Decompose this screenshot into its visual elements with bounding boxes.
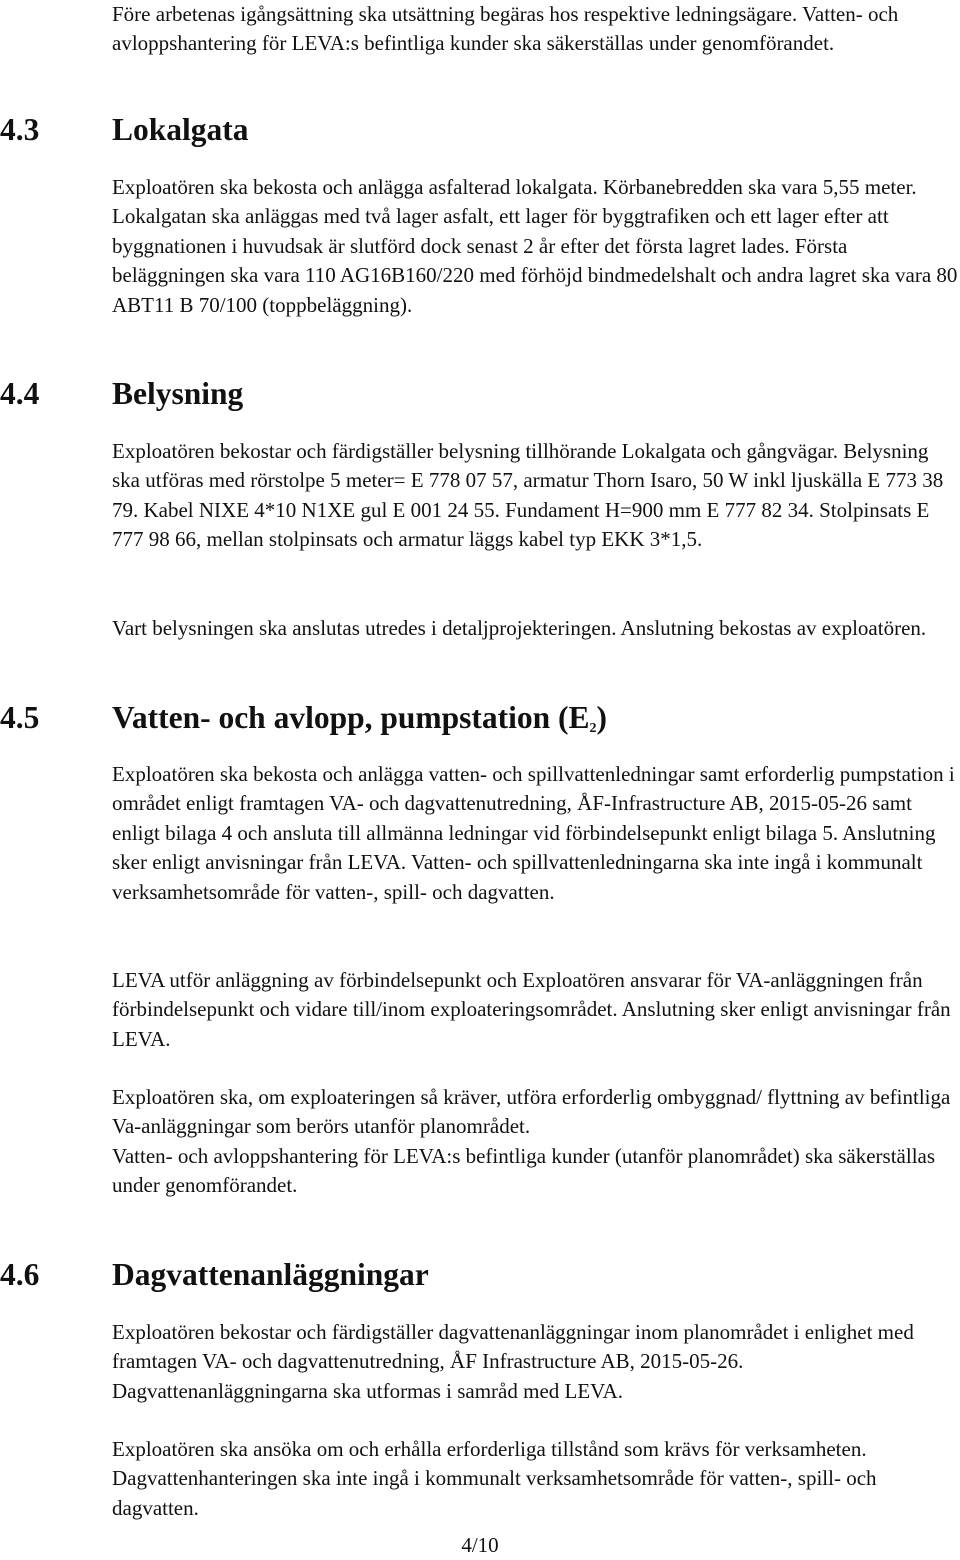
page-number: 4/10: [461, 1533, 499, 1557]
belysning-paragraph-2: Vart belysningen ska anslutas utredes i detaljprojekteringen. Anslutning bekostas av exploatören.: [112, 616, 927, 640]
section-title-subscript: 2: [589, 721, 597, 736]
dagvatten-paragraph-1: Exploatören bekostar och färdigställer dagvattenanläggningar inom planområdet i enlighet med framtagen VA- och dagvattenutredning, ÅF Infrastructure AB, 2015-05-26. Dagvattenanläggningarna ska utformas i samråd med LEVA.: [112, 1320, 914, 1403]
section-number: 4.6: [0, 1257, 40, 1292]
vatten-paragraph-2: LEVA utför anläggning av förbindelsepunkt och Exploatören ansvarar för VA-anläggningen från förbindelsepunkt och vidare till/inom exploateringsområdet. Anslutning sker enligt anvisningar från LEVA.: [112, 968, 951, 1051]
lokalgata-paragraph: Exploatören ska bekosta och anlägga asfalterad lokalgata. Körbanebredden ska vara 5,55 meter. Lokalgatan ska anläggas med två lager asfalt, ett lager för byggtrafiken och ett lager efter att byggnationen i huvudsak är slutförd dock senast 2 år efter det första lagret lades. Första beläggningen ska vara 110 AG16B160/220 med förhöjd bindmedelshalt och andra lagret ska vara 80 ABT11 B 70/100 (toppbeläggning).: [112, 175, 958, 317]
section-title: Lokalgata: [112, 112, 249, 147]
section-heading-lokalgata: [0, 112, 700, 147]
intro-paragraph: Före arbetenas igångsättning ska utsättning begäras hos respektive ledningsägare. Vatten- och avloppshantering för LEVA:s befintliga kunder ska säkerställas under genomförandet.: [112, 2, 899, 56]
belysning-paragraph-1: Exploatören bekostar och färdigställer belysning tillhörande Lokalgata och gångvägar. Belysning ska utföras med rörstolpe 5 meter= E 778 07 57, armatur Thorn Isaro, 50 W inkl ljuskälla E 773 38 79. Kabel NIXE 4*10 N1XE gul E 001 24 55. Fundament H=900 mm E 777 82 34. Stolpinsats E 777 98 66, mellan stolpinsats och armatur läggs kabel typ EKK 3*1,5.: [112, 439, 944, 552]
vatten-paragraph-3: Exploatören ska, om exploateringen så kräver, utföra erforderlig ombyggnad/ flyttning av befintliga Va-anläggningar som berörs utanför planområdet.: [112, 1085, 951, 1139]
section-heading-belysning: [0, 376, 700, 411]
section-title: Belysning: [112, 376, 244, 411]
vatten-paragraph-4: Vatten- och avloppshantering för LEVA:s befintliga kunder (utanför planområdet) ska säkerställas under genomförandet.: [112, 1144, 936, 1198]
section-number: 4.5: [0, 700, 40, 735]
vatten-paragraph-1: Exploatören ska bekosta och anlägga vatten- och spillvattenledningar samt erforderlig pumpstation i området enligt framtagen VA- och dagvattenutredning, ÅF-Infrastructure AB, 2015-05-26 samt enligt bilaga 4 och ansluta till allmänna ledningar vid förbindelsepunkt enligt bilaga 5. Anslutning sker enligt anvisningar från LEVA. Vatten- och spillvattenledningarna ska inte ingå i kommunalt verksamhetsområde för vatten-, spill- och dagvatten.: [112, 762, 955, 904]
section-title: Dagvattenanläggningar: [112, 1257, 429, 1292]
section-heading-vatten-avlopp: [0, 700, 700, 743]
section-title-end: ): [596, 700, 608, 735]
dagvatten-paragraph-2: Exploatören ska ansöka om och erhålla erforderliga tillstånd som krävs för verksamheten. Dagvattenhanteringen ska inte ingå i kommunalt verksamhetsområde för vatten-, spill- och dagvatten.: [112, 1437, 877, 1520]
section-heading-dagvatten: [0, 1257, 700, 1292]
section-number: 4.4: [0, 376, 40, 411]
section-number: 4.3: [0, 112, 40, 147]
section-title: Vatten- och avlopp, pumpstation (E: [112, 700, 590, 735]
